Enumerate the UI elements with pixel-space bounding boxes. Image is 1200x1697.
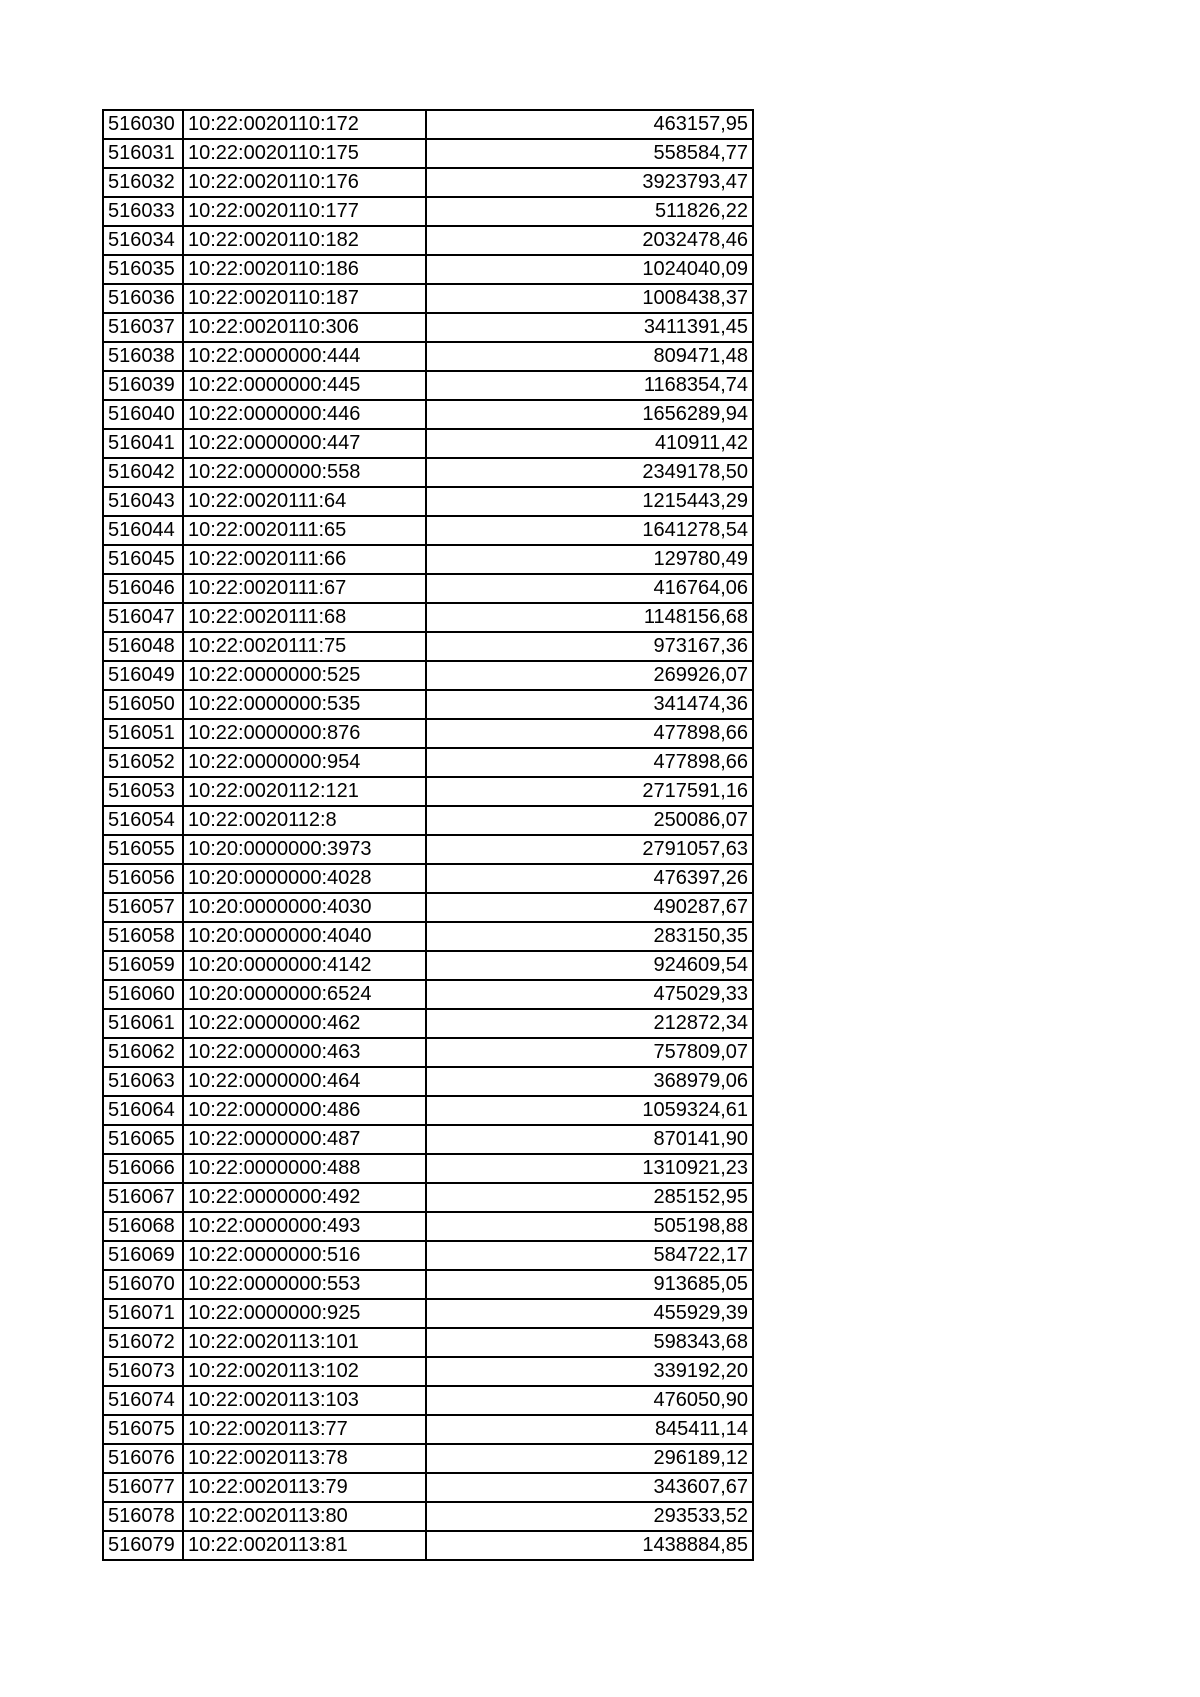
cadastral-number-cell: 10:22:0020110:306 xyxy=(183,313,426,342)
table-row xyxy=(103,690,753,719)
cadastral-number-cell: 10:22:0020113:102 xyxy=(183,1357,426,1386)
table-row xyxy=(103,342,753,371)
table-row xyxy=(103,226,753,255)
table-row xyxy=(103,719,753,748)
row-number-cell: 516060 xyxy=(103,980,183,1009)
cadastral-number-cell: 10:22:0020113:103 xyxy=(183,1386,426,1415)
row-number-cell: 516069 xyxy=(103,1241,183,1270)
value-cell: 558584,77 xyxy=(426,139,753,168)
row-number-cell: 516070 xyxy=(103,1270,183,1299)
data-table xyxy=(102,109,754,1561)
table-row xyxy=(103,110,753,139)
row-number-cell: 516038 xyxy=(103,342,183,371)
cadastral-number-cell: 10:22:0000000:462 xyxy=(183,1009,426,1038)
cadastral-number-cell: 10:22:0020110:172 xyxy=(183,110,426,139)
row-number-cell: 516058 xyxy=(103,922,183,951)
value-cell: 296189,12 xyxy=(426,1444,753,1473)
value-cell: 1059324,61 xyxy=(426,1096,753,1125)
table-row xyxy=(103,1125,753,1154)
row-number-cell: 516057 xyxy=(103,893,183,922)
table-row xyxy=(103,603,753,632)
value-cell: 212872,34 xyxy=(426,1009,753,1038)
cadastral-number-cell: 10:22:0020111:64 xyxy=(183,487,426,516)
cadastral-number-cell: 10:22:0020113:78 xyxy=(183,1444,426,1473)
row-number-cell: 516034 xyxy=(103,226,183,255)
cadastral-number-cell: 10:22:0000000:492 xyxy=(183,1183,426,1212)
row-number-cell: 516042 xyxy=(103,458,183,487)
value-cell: 973167,36 xyxy=(426,632,753,661)
table-row xyxy=(103,1241,753,1270)
row-number-cell: 516031 xyxy=(103,139,183,168)
row-number-cell: 516066 xyxy=(103,1154,183,1183)
row-number-cell: 516055 xyxy=(103,835,183,864)
row-number-cell: 516032 xyxy=(103,168,183,197)
cadastral-number-cell: 10:22:0000000:925 xyxy=(183,1299,426,1328)
value-cell: 3411391,45 xyxy=(426,313,753,342)
cadastral-number-cell: 10:22:0020111:67 xyxy=(183,574,426,603)
row-number-cell: 516045 xyxy=(103,545,183,574)
value-cell: 1148156,68 xyxy=(426,603,753,632)
cadastral-number-cell: 10:22:0020113:80 xyxy=(183,1502,426,1531)
cadastral-number-cell: 10:22:0020110:175 xyxy=(183,139,426,168)
table-row xyxy=(103,951,753,980)
cadastral-number-cell: 10:22:0020111:75 xyxy=(183,632,426,661)
table-row xyxy=(103,1473,753,1502)
value-cell: 410911,42 xyxy=(426,429,753,458)
table-row xyxy=(103,429,753,458)
row-number-cell: 516044 xyxy=(103,516,183,545)
row-number-cell: 516046 xyxy=(103,574,183,603)
table-row xyxy=(103,1386,753,1415)
cadastral-number-cell: 10:22:0000000:876 xyxy=(183,719,426,748)
row-number-cell: 516052 xyxy=(103,748,183,777)
value-cell: 1641278,54 xyxy=(426,516,753,545)
cadastral-number-cell: 10:22:0000000:516 xyxy=(183,1241,426,1270)
cadastral-number-cell: 10:22:0000000:493 xyxy=(183,1212,426,1241)
value-cell: 2349178,50 xyxy=(426,458,753,487)
table-row xyxy=(103,1270,753,1299)
row-number-cell: 516049 xyxy=(103,661,183,690)
value-cell: 463157,95 xyxy=(426,110,753,139)
table-row xyxy=(103,1009,753,1038)
value-cell: 455929,39 xyxy=(426,1299,753,1328)
value-cell: 475029,33 xyxy=(426,980,753,1009)
row-number-cell: 516054 xyxy=(103,806,183,835)
row-number-cell: 516064 xyxy=(103,1096,183,1125)
value-cell: 584722,17 xyxy=(426,1241,753,1270)
table-row xyxy=(103,139,753,168)
row-number-cell: 516073 xyxy=(103,1357,183,1386)
value-cell: 368979,06 xyxy=(426,1067,753,1096)
cadastral-number-cell: 10:22:0020110:186 xyxy=(183,255,426,284)
cadastral-number-cell: 10:22:0000000:486 xyxy=(183,1096,426,1125)
row-number-cell: 516061 xyxy=(103,1009,183,1038)
value-cell: 1310921,23 xyxy=(426,1154,753,1183)
cadastral-number-cell: 10:22:0020113:81 xyxy=(183,1531,426,1560)
cadastral-number-cell: 10:22:0020111:68 xyxy=(183,603,426,632)
table-row xyxy=(103,1502,753,1531)
row-number-cell: 516035 xyxy=(103,255,183,284)
value-cell: 598343,68 xyxy=(426,1328,753,1357)
value-cell: 269926,07 xyxy=(426,661,753,690)
row-number-cell: 516075 xyxy=(103,1415,183,1444)
cadastral-number-cell: 10:22:0000000:463 xyxy=(183,1038,426,1067)
row-number-cell: 516056 xyxy=(103,864,183,893)
table-row xyxy=(103,545,753,574)
cadastral-number-cell: 10:22:0000000:558 xyxy=(183,458,426,487)
cadastral-number-cell: 10:22:0000000:553 xyxy=(183,1270,426,1299)
value-cell: 3923793,47 xyxy=(426,168,753,197)
value-cell: 1656289,94 xyxy=(426,400,753,429)
cadastral-number-cell: 10:20:0000000:4142 xyxy=(183,951,426,980)
table-row xyxy=(103,516,753,545)
cadastral-number-cell: 10:22:0020113:101 xyxy=(183,1328,426,1357)
table-row xyxy=(103,1067,753,1096)
row-number-cell: 516050 xyxy=(103,690,183,719)
row-number-cell: 516074 xyxy=(103,1386,183,1415)
row-number-cell: 516077 xyxy=(103,1473,183,1502)
cadastral-number-cell: 10:22:0020110:177 xyxy=(183,197,426,226)
row-number-cell: 516036 xyxy=(103,284,183,313)
value-cell: 476050,90 xyxy=(426,1386,753,1415)
row-number-cell: 516062 xyxy=(103,1038,183,1067)
row-number-cell: 516040 xyxy=(103,400,183,429)
table-row xyxy=(103,313,753,342)
cadastral-number-cell: 10:22:0020110:182 xyxy=(183,226,426,255)
table-row xyxy=(103,255,753,284)
table-row xyxy=(103,1212,753,1241)
row-number-cell: 516043 xyxy=(103,487,183,516)
value-cell: 757809,07 xyxy=(426,1038,753,1067)
row-number-cell: 516072 xyxy=(103,1328,183,1357)
row-number-cell: 516047 xyxy=(103,603,183,632)
table-row xyxy=(103,284,753,313)
table-row xyxy=(103,487,753,516)
cadastral-number-cell: 10:22:0000000:525 xyxy=(183,661,426,690)
row-number-cell: 516068 xyxy=(103,1212,183,1241)
table-row xyxy=(103,922,753,951)
value-cell: 250086,07 xyxy=(426,806,753,835)
row-number-cell: 516063 xyxy=(103,1067,183,1096)
value-cell: 1168354,74 xyxy=(426,371,753,400)
table-row xyxy=(103,1357,753,1386)
value-cell: 1024040,09 xyxy=(426,255,753,284)
row-number-cell: 516067 xyxy=(103,1183,183,1212)
table-row xyxy=(103,1096,753,1125)
table-row xyxy=(103,1531,753,1560)
table-row xyxy=(103,806,753,835)
cadastral-number-cell: 10:22:0020112:8 xyxy=(183,806,426,835)
value-cell: 2791057,63 xyxy=(426,835,753,864)
table-row xyxy=(103,1299,753,1328)
value-cell: 341474,36 xyxy=(426,690,753,719)
table-row xyxy=(103,864,753,893)
table-row xyxy=(103,1415,753,1444)
value-cell: 285152,95 xyxy=(426,1183,753,1212)
cadastral-number-cell: 10:22:0000000:487 xyxy=(183,1125,426,1154)
table-row xyxy=(103,1444,753,1473)
row-number-cell: 516030 xyxy=(103,110,183,139)
row-number-cell: 516033 xyxy=(103,197,183,226)
cadastral-number-cell: 10:20:0000000:4040 xyxy=(183,922,426,951)
value-cell: 870141,90 xyxy=(426,1125,753,1154)
row-number-cell: 516053 xyxy=(103,777,183,806)
value-cell: 1008438,37 xyxy=(426,284,753,313)
row-number-cell: 516048 xyxy=(103,632,183,661)
value-cell: 339192,20 xyxy=(426,1357,753,1386)
cadastral-number-cell: 10:22:0000000:446 xyxy=(183,400,426,429)
table-row xyxy=(103,835,753,864)
value-cell: 845411,14 xyxy=(426,1415,753,1444)
cadastral-number-cell: 10:20:0000000:4028 xyxy=(183,864,426,893)
table-row xyxy=(103,371,753,400)
table-row xyxy=(103,980,753,1009)
table-row xyxy=(103,197,753,226)
table-row xyxy=(103,574,753,603)
value-cell: 490287,67 xyxy=(426,893,753,922)
value-cell: 129780,49 xyxy=(426,545,753,574)
row-number-cell: 516039 xyxy=(103,371,183,400)
value-cell: 416764,06 xyxy=(426,574,753,603)
value-cell: 1215443,29 xyxy=(426,487,753,516)
table-row xyxy=(103,632,753,661)
row-number-cell: 516037 xyxy=(103,313,183,342)
value-cell: 476397,26 xyxy=(426,864,753,893)
cadastral-number-cell: 10:22:0020112:121 xyxy=(183,777,426,806)
value-cell: 2032478,46 xyxy=(426,226,753,255)
cadastral-number-cell: 10:22:0000000:535 xyxy=(183,690,426,719)
value-cell: 511826,22 xyxy=(426,197,753,226)
cadastral-number-cell: 10:22:0020110:187 xyxy=(183,284,426,313)
cadastral-number-cell: 10:22:0000000:445 xyxy=(183,371,426,400)
table-row xyxy=(103,893,753,922)
cadastral-number-cell: 10:22:0020113:77 xyxy=(183,1415,426,1444)
table-row xyxy=(103,400,753,429)
value-cell: 293533,52 xyxy=(426,1502,753,1531)
value-cell: 477898,66 xyxy=(426,719,753,748)
value-cell: 2717591,16 xyxy=(426,777,753,806)
table-row xyxy=(103,458,753,487)
row-number-cell: 516051 xyxy=(103,719,183,748)
row-number-cell: 516078 xyxy=(103,1502,183,1531)
table-body xyxy=(103,110,753,1560)
value-cell: 505198,88 xyxy=(426,1212,753,1241)
value-cell: 913685,05 xyxy=(426,1270,753,1299)
table-row xyxy=(103,1154,753,1183)
cadastral-number-cell: 10:22:0020110:176 xyxy=(183,168,426,197)
row-number-cell: 516079 xyxy=(103,1531,183,1560)
cadastral-number-cell: 10:22:0000000:954 xyxy=(183,748,426,777)
table-row xyxy=(103,1328,753,1357)
table-row xyxy=(103,748,753,777)
cadastral-number-cell: 10:22:0000000:488 xyxy=(183,1154,426,1183)
cadastral-number-cell: 10:20:0000000:4030 xyxy=(183,893,426,922)
row-number-cell: 516071 xyxy=(103,1299,183,1328)
cadastral-number-cell: 10:22:0000000:447 xyxy=(183,429,426,458)
table-row xyxy=(103,168,753,197)
table-row xyxy=(103,777,753,806)
cadastral-number-cell: 10:22:0020111:66 xyxy=(183,545,426,574)
table-row xyxy=(103,1038,753,1067)
row-number-cell: 516041 xyxy=(103,429,183,458)
value-cell: 1438884,85 xyxy=(426,1531,753,1560)
value-cell: 343607,67 xyxy=(426,1473,753,1502)
cadastral-number-cell: 10:22:0020111:65 xyxy=(183,516,426,545)
value-cell: 283150,35 xyxy=(426,922,753,951)
row-number-cell: 516076 xyxy=(103,1444,183,1473)
cadastral-number-cell: 10:20:0000000:6524 xyxy=(183,980,426,1009)
value-cell: 809471,48 xyxy=(426,342,753,371)
cadastral-number-cell: 10:22:0000000:464 xyxy=(183,1067,426,1096)
cadastral-number-cell: 10:20:0000000:3973 xyxy=(183,835,426,864)
row-number-cell: 516065 xyxy=(103,1125,183,1154)
cadastral-number-cell: 10:22:0000000:444 xyxy=(183,342,426,371)
value-cell: 477898,66 xyxy=(426,748,753,777)
table-row xyxy=(103,661,753,690)
value-cell: 924609,54 xyxy=(426,951,753,980)
cadastral-number-cell: 10:22:0020113:79 xyxy=(183,1473,426,1502)
table-row xyxy=(103,1183,753,1212)
row-number-cell: 516059 xyxy=(103,951,183,980)
